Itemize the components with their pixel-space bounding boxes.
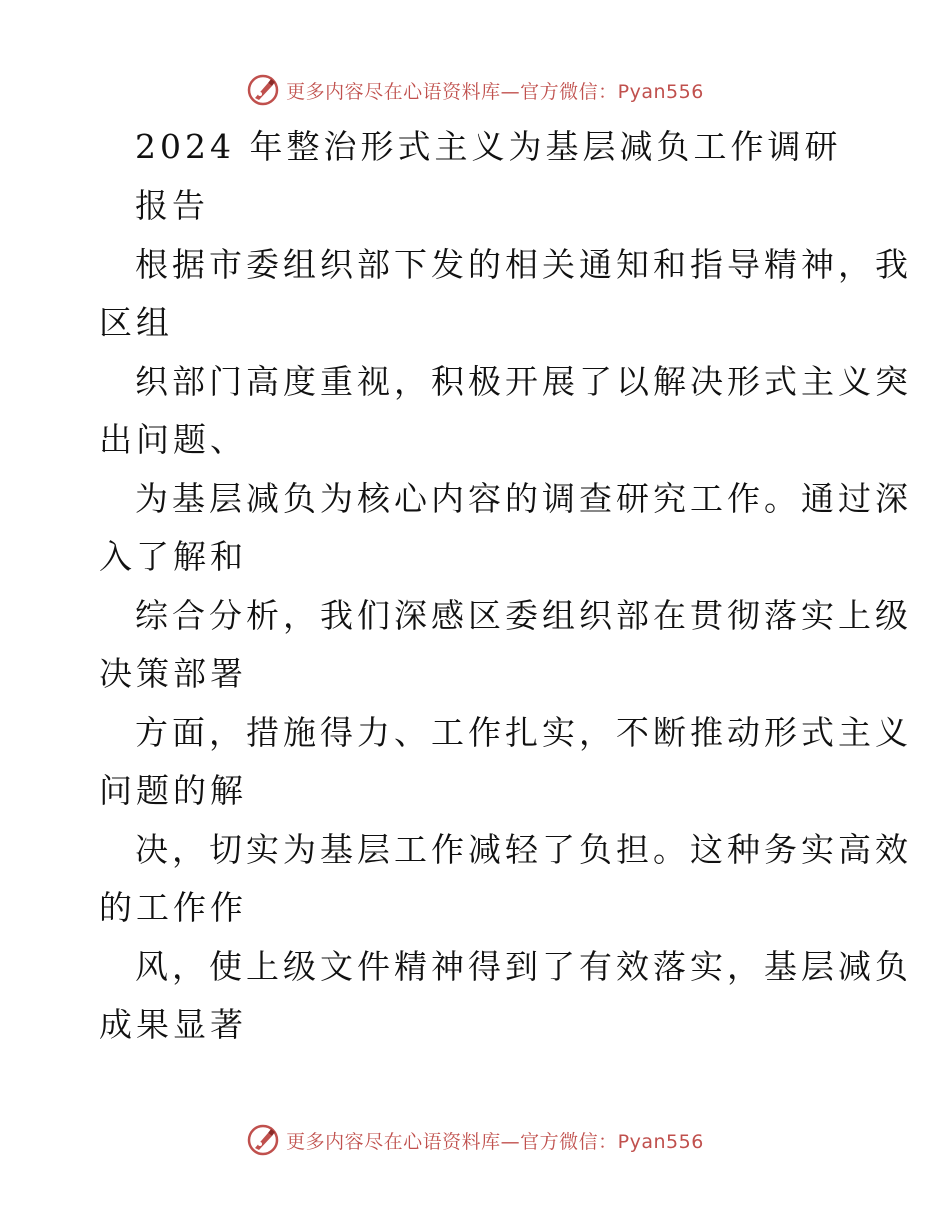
paragraph-line: 决策部署 [99, 654, 247, 693]
paragraph-line: 入了解和 [99, 537, 247, 576]
watermark-text: 更多内容尽在心语资料库—官方微信：Pyan556 [286, 1130, 704, 1153]
paragraph-line: 区组 [99, 303, 173, 342]
paragraph-line: 成果显著 [99, 1005, 247, 1044]
paragraph-line: 织部门高度重视，积极开展了以解决形式主义突 [135, 362, 912, 401]
paragraph-line: 决，切实为基层工作减轻了负担。这种务实高效 [135, 830, 912, 869]
header-watermark [0, 70, 950, 110]
pen-nib-logo-icon [246, 1123, 280, 1157]
paragraph-line: 风，使上级文件精神得到了有效落实，基层减负 [135, 947, 912, 986]
title-line-1: 2024 年整治形式主义为基层减负工作调研 [135, 127, 842, 166]
paragraph-line: 综合分析，我们深感区委组织部在贯彻落实上级 [135, 596, 912, 635]
title-line-2: 报告 [135, 186, 209, 225]
paragraph-line: 为基层减负为核心内容的调查研究工作。通过深 [135, 479, 912, 518]
footer-watermark [0, 1120, 950, 1160]
pen-nib-logo-icon [246, 73, 280, 107]
paragraph-line: 的工作作 [99, 888, 247, 927]
paragraph-line: 根据市委组织部下发的相关通知和指导精神，我 [135, 245, 912, 284]
paragraph-line: 出问题、 [99, 420, 247, 459]
paragraph-line: 问题的解 [99, 771, 247, 810]
watermark-text: 更多内容尽在心语资料库—官方微信：Pyan556 [286, 80, 704, 103]
paragraph-line: 方面，措施得力、工作扎实，不断推动形式主义 [135, 713, 912, 752]
